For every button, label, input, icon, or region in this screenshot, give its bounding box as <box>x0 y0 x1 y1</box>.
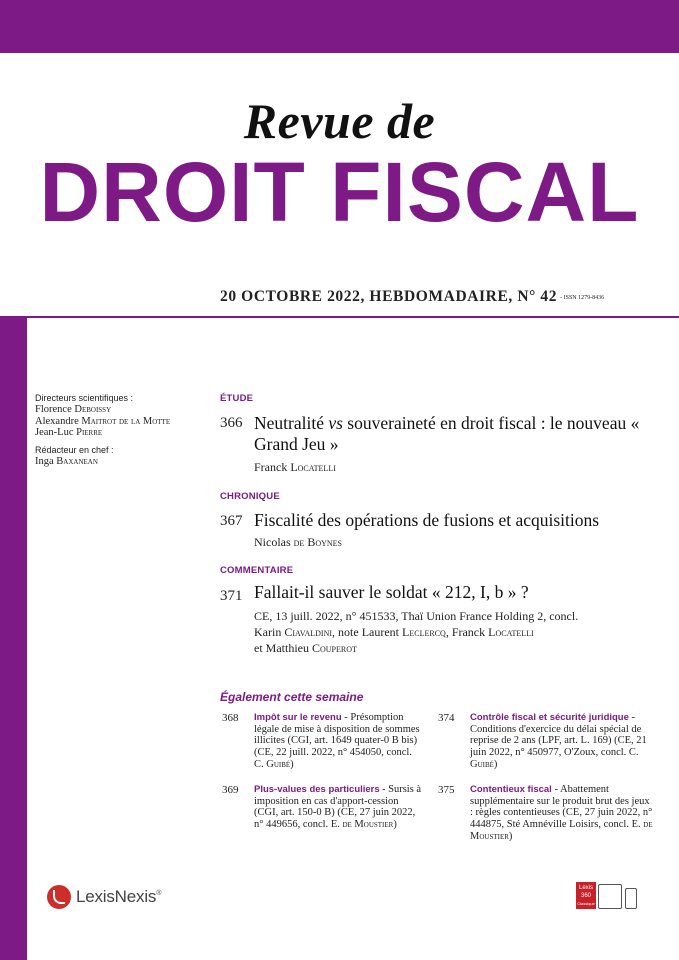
book-icon: Lexis 360 Classique <box>576 882 596 909</box>
devices-badge <box>576 882 640 910</box>
also-this-week-heading: Également cette semaine <box>220 690 364 704</box>
director-name: Alexandre Maitrot de la Motte <box>35 415 171 427</box>
article-number: 367 <box>220 513 243 529</box>
brief-item[interactable]: Impôt sur le revenu - Présomption légale de mise à disposition de sommes illicites (CGI, art. 1649 quater-0 B bis) (CE, 22 juill. 2022, n° 454050, concl. C. Guibé) <box>254 712 420 770</box>
article-number: 366 <box>220 415 243 431</box>
brief-number: 368 <box>222 712 239 724</box>
article-authors: Karin Ciavaldini, note Laurent Leclercq, Franck Locatelli <box>254 625 534 639</box>
section-commentaire-label: COMMENTAIRE <box>220 565 294 576</box>
director-name: Florence Deboissy <box>35 404 112 415</box>
article-author: Nicolas de Boynes <box>254 535 342 549</box>
editor-name: Inga Baxanean <box>35 455 98 467</box>
editor-label: Rédacteur en chef : <box>35 444 114 455</box>
issn: - ISSN 1279-8436 <box>560 295 605 301</box>
brief-number: 375 <box>438 784 455 796</box>
brief-item[interactable]: Contrôle fiscal et sécurité juridique - Conditions d'exercice du délai spécial de reprise de 2 ans (LPF, art. L. 169) (CE, 21 juin 2022, n° 450977, O'Zoux, concl. C. Guibé) <box>470 712 647 770</box>
lexisnexis-logo <box>47 882 161 912</box>
horizontal-rule <box>27 316 679 318</box>
left-color-band <box>0 316 27 960</box>
case-reference: CE, 13 juill. 2022, n° 451533, Thaï Union France Holding 2, concl. <box>254 609 579 623</box>
article-title[interactable]: Fallait-il sauver le soldat « 212, I, b » ? <box>254 582 529 602</box>
brief-number: 374 <box>438 712 455 724</box>
issue-date: 20 OCTOBRE 2022, HEBDOMADAIRE, N° 42 <box>220 288 558 305</box>
masthead-droit-fiscal: DROIT FISCAL <box>39 145 640 239</box>
article-author: Franck Locatelli <box>254 460 336 474</box>
article-title[interactable]: Neutralité vs souveraineté en droit fiscal : le nouveau « Grand Jeu » <box>254 413 640 454</box>
issue-info <box>220 288 604 306</box>
lexisnexis-mark-icon <box>47 885 71 909</box>
article-reference <box>254 608 654 656</box>
tablet-icon <box>598 884 622 909</box>
section-chronique-label: CHRONIQUE <box>220 491 280 502</box>
brief-number: 369 <box>222 784 239 796</box>
top-color-band <box>0 0 679 53</box>
directors-label: Directeurs scientifiques : <box>35 393 134 403</box>
publisher-name: LexisNexis® <box>76 887 162 906</box>
article-authors: et Matthieu Couperot <box>254 641 357 655</box>
editorial-board <box>35 393 215 467</box>
phone-icon <box>625 888 637 909</box>
brief-item[interactable]: Plus-values des particuliers - Sursis à imposition en cas d'apport-cession (CGI, art. 150-0 B) (CE, 27 juin 2022, n° 449656, concl. E. de Moustier) <box>254 784 422 831</box>
article-title[interactable]: Fiscalité des opérations de fusions et acquisitions <box>254 510 600 530</box>
article-number: 371 <box>220 588 243 604</box>
section-etude-label: ÉTUDE <box>220 393 254 404</box>
brief-item[interactable]: Contentieux fiscal - Abattement supplémentaire sur le produit brut des jeux : règles contentieuses (CE, 27 juin 2022, n° 444875, Sté Amnéville Loisirs, concl. E. de Moustier) <box>470 784 653 842</box>
director-name: Jean-Luc Pierre <box>35 427 103 438</box>
masthead-revue-de: Revue de <box>243 93 436 149</box>
